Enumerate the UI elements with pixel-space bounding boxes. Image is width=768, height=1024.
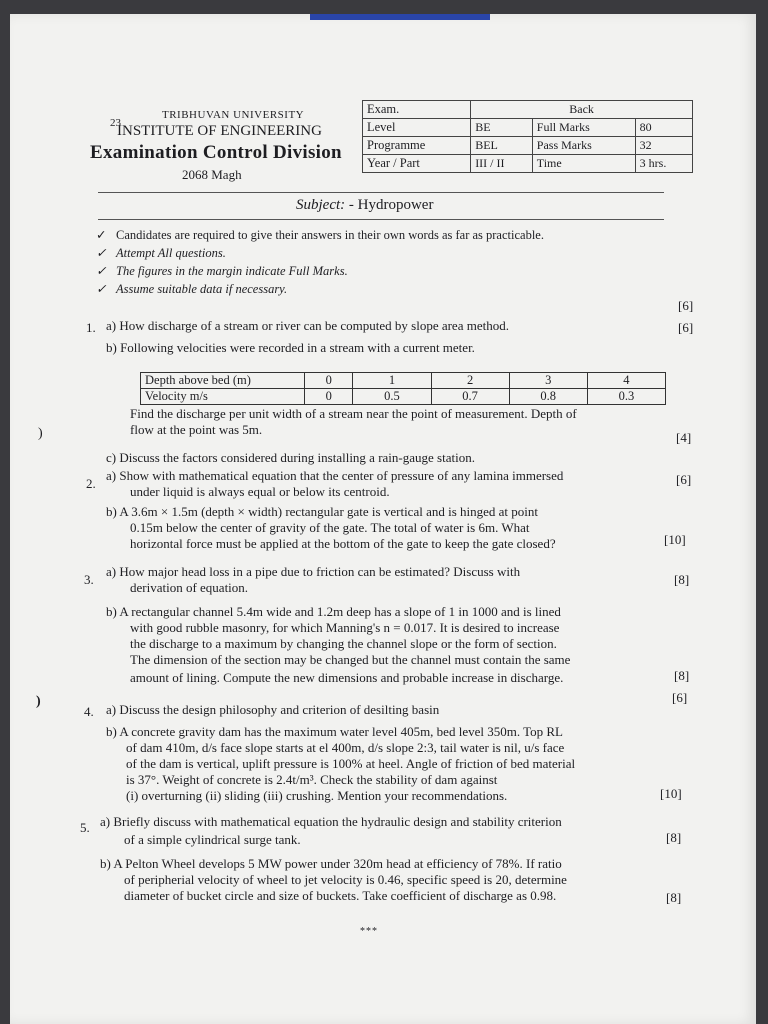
question-2a: under liquid is always equal or below its centroid. [130, 484, 390, 499]
question-4b: b) A concrete gravity dam has the maximum water level 405m, bed level 350m. Top RL [106, 724, 563, 739]
exam-info-table [362, 100, 693, 173]
question-3b: The dimension of the section may be changed but the channel must contain the same [130, 652, 571, 667]
marks-5b: [8] [666, 890, 682, 905]
question-4a: a) Discuss the design philosophy and criterion of desilting basin [106, 702, 440, 717]
marks-3b: [8] [674, 668, 690, 683]
paper-code: 23 [110, 117, 121, 129]
question-1a: a) How discharge of a stream or river can be computed by slope area method. [106, 318, 509, 333]
question-1c: c) Discuss the factors considered during installing a rain-gauge station. [106, 450, 475, 465]
exam-label: Exam. [363, 101, 471, 119]
question-3b: the discharge to a maximum by changing the channel slope or the form of section. [130, 636, 557, 651]
programme-value: BEL [471, 137, 533, 155]
question-5a: a) Briefly discuss with mathematical equation the hydraulic design and stability criterion [100, 814, 562, 829]
question-1b: b) Following velocities were recorded in a stream with a current meter. [106, 340, 475, 355]
subject-line [296, 197, 433, 214]
question-3a: derivation of equation. [130, 580, 249, 595]
velocity-table-cell: 0.5 [353, 389, 431, 405]
velocity-table-row-label: Velocity m/s [141, 389, 305, 405]
full-marks-value: 80 [635, 119, 692, 137]
division-name: Examination Control Division [90, 142, 342, 163]
university-name: TRIBHUVAN UNIVERSITY [162, 109, 305, 121]
blue-edge [310, 14, 490, 20]
question-5b: b) A Pelton Wheel develops 5 MW power under 320m head at efficiency of 78%. If ratio [100, 856, 562, 871]
velocity-table-row-label: Depth above bed (m) [141, 373, 305, 389]
check-icon: ✓ [96, 264, 107, 278]
velocity-table-cell: 4 [587, 373, 665, 389]
marks-3a: [8] [674, 572, 690, 587]
check-icon: ✓ [96, 228, 107, 242]
question-1b-text: Find the discharge per unit width of a stream near the point of measurement. Depth of [130, 406, 577, 421]
question-number: 2. [86, 476, 96, 491]
question-4b: (i) overturning (ii) sliding (iii) crushing. Mention your recommendations. [126, 788, 508, 803]
question-4b: of the dam is vertical, uplift pressure is 100% at heel. Angle of friction of bed material [126, 756, 576, 771]
marks-4a: [6] [672, 690, 688, 705]
question-number: 3. [84, 572, 94, 587]
pass-marks-label: Pass Marks [532, 137, 635, 155]
question-5b: diameter of bucket circle and size of buckets. Take coefficient of discharge as 0.98. [124, 888, 557, 903]
margin-mark: ) [38, 426, 43, 441]
marks-2a: [6] [676, 472, 692, 487]
question-4b: of dam 410m, d/s face slope starts at el 400m, d/s slope 2:3, tail water is nil, u/s face [126, 740, 565, 755]
exam-value: Back [471, 101, 693, 119]
velocity-table-cell: 3 [509, 373, 587, 389]
question-number: 5. [80, 820, 90, 835]
pass-marks-value: 32 [635, 137, 692, 155]
exam-year: 2068 Magh [182, 167, 242, 182]
programme-label: Programme [363, 137, 471, 155]
subject-value: - Hydropower [348, 197, 434, 213]
marks-1c: [4] [676, 430, 692, 445]
velocity-table-cell: 1 [353, 373, 431, 389]
question-2b: 0.15m below the center of gravity of the gate. The total of water is 6m. What [130, 520, 530, 535]
marks-1b: [6] [678, 320, 694, 335]
question-2b: b) A 3.6m × 1.5m (depth × width) rectangular gate is vertical and is hinged at point [106, 504, 539, 519]
subject-label: Subject: [296, 197, 346, 213]
velocity-table [140, 372, 666, 405]
velocity-table-cell: 2 [431, 373, 509, 389]
marks-4b: [10] [660, 786, 682, 801]
check-icon: ✓ [96, 282, 107, 296]
question-number: 4. [84, 704, 94, 719]
yearpart-label: Year / Part [363, 155, 471, 173]
time-label: Time [532, 155, 635, 173]
question-number: 1. [86, 320, 96, 335]
divider-top [98, 192, 664, 193]
level-value: BE [471, 119, 533, 137]
question-1b-text: flow at the point was 5m. [130, 422, 263, 437]
question-3a: a) How major head loss in a pipe due to friction can be estimated? Discuss with [106, 564, 521, 579]
question-5b: of peripherial velocity of wheel to jet velocity is 0.46, specific speed is 20, determine [124, 872, 567, 887]
instruction-item: ✓ Candidates are required to give their answers in their own words as far as practicable. [96, 228, 544, 242]
velocity-table-cell: 0 [305, 373, 353, 389]
question-3b: b) A rectangular channel 5.4m wide and 1.2m deep has a slope of 1 in 1000 and is lined [106, 604, 561, 619]
end-mark: *** [360, 926, 378, 937]
velocity-table-cell: 0.7 [431, 389, 509, 405]
question-4b: is 37°. Weight of concrete is 2.4t/m³. Check the stability of dam against [126, 772, 498, 787]
velocity-table-cell: 0.3 [587, 389, 665, 405]
instruction-item: ✓ Assume suitable data if necessary. [96, 282, 288, 296]
time-value: 3 hrs. [635, 155, 692, 173]
question-2a: a) Show with mathematical equation that the center of pressure of any lamina immersed [106, 468, 564, 483]
instruction-item: ✓ Attempt All questions. [96, 246, 226, 260]
question-2b: horizontal force must be applied at the bottom of the gate to keep the gate closed? [130, 536, 556, 551]
marks-5a: [8] [666, 830, 682, 845]
velocity-table-cell: 0.8 [509, 389, 587, 405]
velocity-table-cell: 0 [305, 389, 353, 405]
yearpart-value: III / II [471, 155, 533, 173]
level-label: Level [363, 119, 471, 137]
question-5a: of a simple cylindrical surge tank. [124, 832, 301, 847]
instruction-item: ✓ The figures in the margin indicate Full Marks. [96, 264, 348, 278]
question-3b: with good rubble masonry, for which Manning's n = 0.017. It is desired to increase [130, 620, 560, 635]
margin-mark: ) [36, 694, 41, 709]
question-3b: amount of lining. Compute the new dimensions and probable increase in discharge. [130, 670, 564, 685]
marks-2b: [10] [664, 532, 686, 547]
exam-paper [10, 14, 756, 1024]
check-icon: ✓ [96, 246, 107, 260]
divider-bottom [98, 219, 664, 220]
marks-1a: [6] [678, 298, 694, 313]
full-marks-label: Full Marks [532, 119, 635, 137]
institute-name: INSTITUTE OF ENGINEERING [117, 123, 322, 139]
